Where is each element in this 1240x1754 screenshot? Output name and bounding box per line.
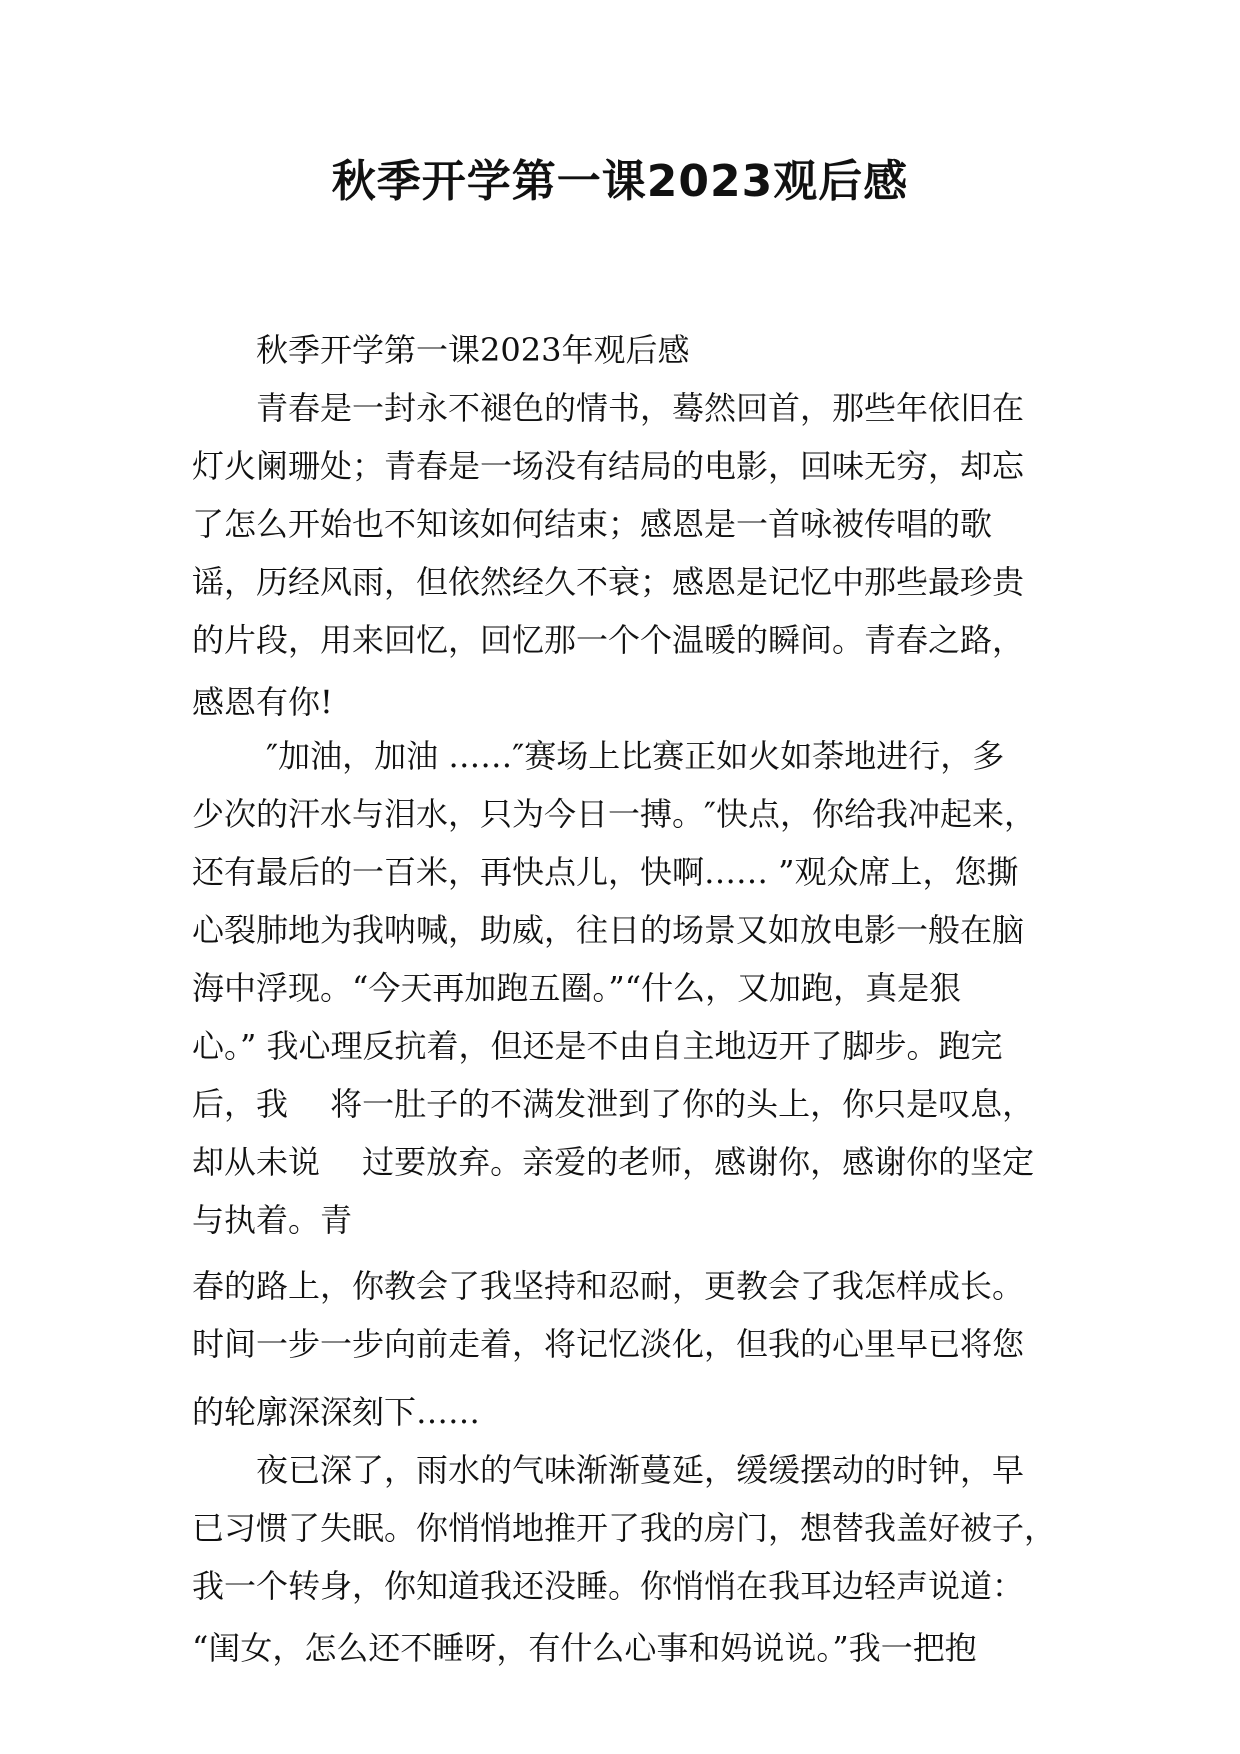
body-line: “闺女，怎么还不睡呀，有什么心事和妈说说。”我一把抱 — [192, 1629, 977, 1667]
body-line: 青春是一封永不褪色的情书，蓦然回首，那些年依旧在 — [192, 389, 1025, 427]
body-line: ″加油，加油 ……″赛场上比赛正如火如荼地进行，多 — [192, 737, 1005, 775]
body-line: 的轮廓深深刻下…… — [192, 1393, 481, 1431]
body-line: 心裂肺地为我呐喊，助威，往日的场景又如放电影一般在脑 — [192, 911, 1025, 949]
body-line: 了怎么开始也不知该如何结束；感恩是一首咏被传唱的歌 — [192, 505, 993, 543]
body-line: 与执着。青 — [192, 1201, 353, 1239]
body-line: 感恩有你! — [192, 683, 333, 721]
body-line: 灯火阑珊处；青春是一场没有结局的电影，回味无穷，却忘 — [192, 447, 1025, 485]
body-line: 还有最后的一百米，再快点儿，快啊…… ”观众席上，您撕 — [192, 853, 1019, 891]
body-line: 少次的汗水与泪水，只为今日一搏。″快点，你给我冲起来， — [192, 795, 1036, 833]
body-line: 的片段，用来回忆，回忆那一个个温暖的瞬间。青春之路， — [192, 621, 1025, 659]
body-line: 谣，历经风雨，但依然经久不衰；感恩是记忆中那些最珍贵 — [192, 563, 1025, 601]
body-line: 我一个转身，你知道我还没睡。你悄悄在我耳边轻声说道： — [192, 1567, 1025, 1605]
body-line: 秋季开学第一课2023年观后感 — [192, 331, 690, 369]
body-line: 春的路上，你教会了我坚持和忍耐，更教会了我怎样成长。 — [192, 1267, 1025, 1305]
body-line: 却从未说 过要放弃。亲爱的老师，感谢你，感谢你的坚定 — [192, 1143, 1035, 1181]
body-line: 已习惯了失眠。你悄悄地推开了我的房门，想替我盖好被子， — [192, 1509, 1057, 1547]
body-line: 夜已深了，雨水的气味渐渐蔓延，缓缓摆动的时钟，早 — [192, 1451, 1025, 1489]
body-line: 后，我 将一肚子的不满发泄到了你的头上，你只是叹息， — [192, 1085, 1035, 1123]
body-line: 海中浮现。“今天再加跑五圈。”“什么，又加跑，真是狠 — [192, 969, 962, 1007]
document-title: 秋季开学第一课2023观后感 — [331, 156, 909, 207]
body-line: 心。” 我心理反抗着，但还是不由自主地迈开了脚步。跑完 — [192, 1027, 1003, 1065]
body-line: 时间一步一步向前走着，将记忆淡化，但我的心里早已将您 — [192, 1325, 1025, 1363]
